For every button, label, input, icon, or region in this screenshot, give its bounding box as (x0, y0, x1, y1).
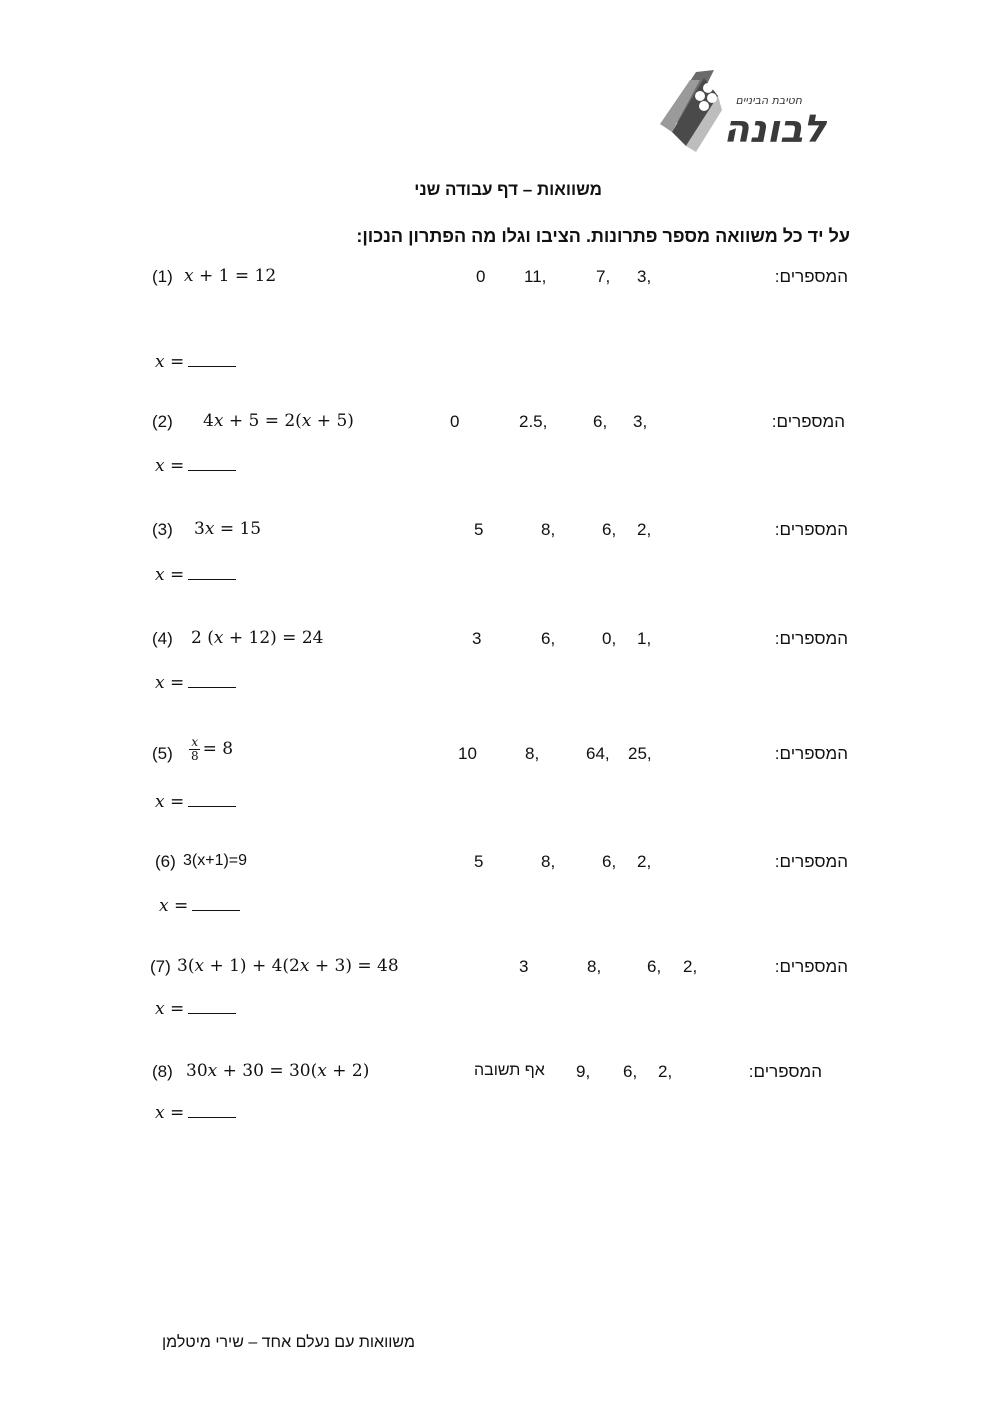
candidate-number: 10 (458, 744, 477, 763)
numbers-label: המספרים: (774, 744, 848, 763)
answer-line[interactable]: x = (155, 792, 236, 812)
candidate-number: 6, (602, 852, 617, 871)
instructions: על יד כל משוואה מספר פתרונות. הציבו וגלו מה הפתרון הנכון: (356, 226, 850, 246)
candidate-number: 2, (637, 520, 652, 539)
candidate-number: 25, (628, 744, 652, 763)
candidate-number: 8, (541, 520, 556, 539)
equation: 3(x+1)=9 (183, 852, 248, 869)
candidate-number: 11, (524, 267, 547, 286)
candidate-number: 9, (576, 1062, 591, 1081)
equation: 30x + 30 = 30(x + 2) (186, 1061, 370, 1081)
candidate-number: 6, (541, 629, 556, 648)
candidate-number: 2, (683, 957, 698, 976)
candidate-number: 7, (596, 267, 611, 286)
numbers-label: המספרים: (774, 520, 848, 539)
exercise-number: (6) (155, 852, 176, 871)
candidate-number: 64, (586, 744, 610, 763)
page-title: משוואות – דף עבודה שני (414, 180, 602, 199)
candidate-number: 6, (602, 520, 617, 539)
candidate-number: 6, (623, 1062, 638, 1081)
candidate-answer-none: אף תשובה (474, 1062, 545, 1079)
footer-credit: משוואות עם נעלם אחד – שירי מיטלמן (162, 1334, 415, 1351)
equation: $\frac{x}{8}$ = 8 (191, 735, 234, 763)
exercise-number: (7) (150, 957, 171, 976)
exercise-number: (8) (152, 1062, 173, 1081)
numbers-label: המספרים: (748, 1062, 822, 1081)
candidate-number: 3, (637, 267, 652, 286)
candidate-number: 8, (525, 744, 540, 763)
candidate-number: 6, (647, 957, 662, 976)
fraction: $\frac{x}{8}$ (191, 735, 199, 763)
numbers-label: המספרים: (774, 957, 848, 976)
equation: x + 1 = 12 (184, 266, 277, 286)
answer-line[interactable]: x = (155, 673, 236, 693)
candidate-number: 5 (474, 520, 484, 539)
answer-line[interactable]: x = (159, 896, 240, 916)
school-logo (656, 66, 832, 156)
candidate-number: 3 (472, 629, 482, 648)
answer-line[interactable]: x = (155, 565, 236, 585)
logo-name: לבונה (723, 107, 826, 151)
candidate-number: 5 (474, 852, 484, 871)
logo-subtitle: חטיבת הביניים (735, 94, 802, 107)
candidate-number: 1, (637, 629, 652, 648)
candidate-number: 8, (541, 852, 556, 871)
exercise-number: (3) (152, 520, 173, 539)
candidate-number: 8, (587, 957, 602, 976)
answer-line[interactable]: x = (155, 456, 236, 476)
numbers-label: המספרים: (774, 629, 848, 648)
answer-line[interactable]: x = (155, 1103, 236, 1123)
exercise-number: (4) (152, 629, 173, 648)
exercise-number: (5) (152, 744, 173, 763)
candidate-number: 2.5, (519, 412, 548, 431)
exercise-number: (2) (152, 412, 173, 431)
answer-line[interactable]: x = (155, 352, 236, 372)
candidate-number: 0 (450, 412, 460, 431)
candidate-number: 6, (593, 412, 608, 431)
equation: 3(x + 1) + 4(2x + 3) = 48 (177, 956, 399, 976)
equation: 2 (x + 12) = 24 (191, 628, 324, 648)
candidate-number: 2, (637, 852, 652, 871)
candidate-number: 3, (633, 412, 648, 431)
numbers-label: המספרים: (774, 852, 848, 871)
exercise-number: (1) (152, 267, 173, 286)
candidate-number: 0 (476, 267, 486, 286)
candidate-number: 2, (658, 1062, 673, 1081)
numbers-label: המספרים: (771, 412, 845, 431)
answer-line[interactable]: x = (155, 999, 236, 1019)
numbers-label: המספרים: (774, 267, 848, 286)
equation: 3x = 15 (194, 519, 262, 539)
equation: 4x + 5 = 2(x + 5) (203, 411, 354, 431)
candidate-number: 0, (602, 629, 617, 648)
candidate-number: 3 (519, 957, 529, 976)
